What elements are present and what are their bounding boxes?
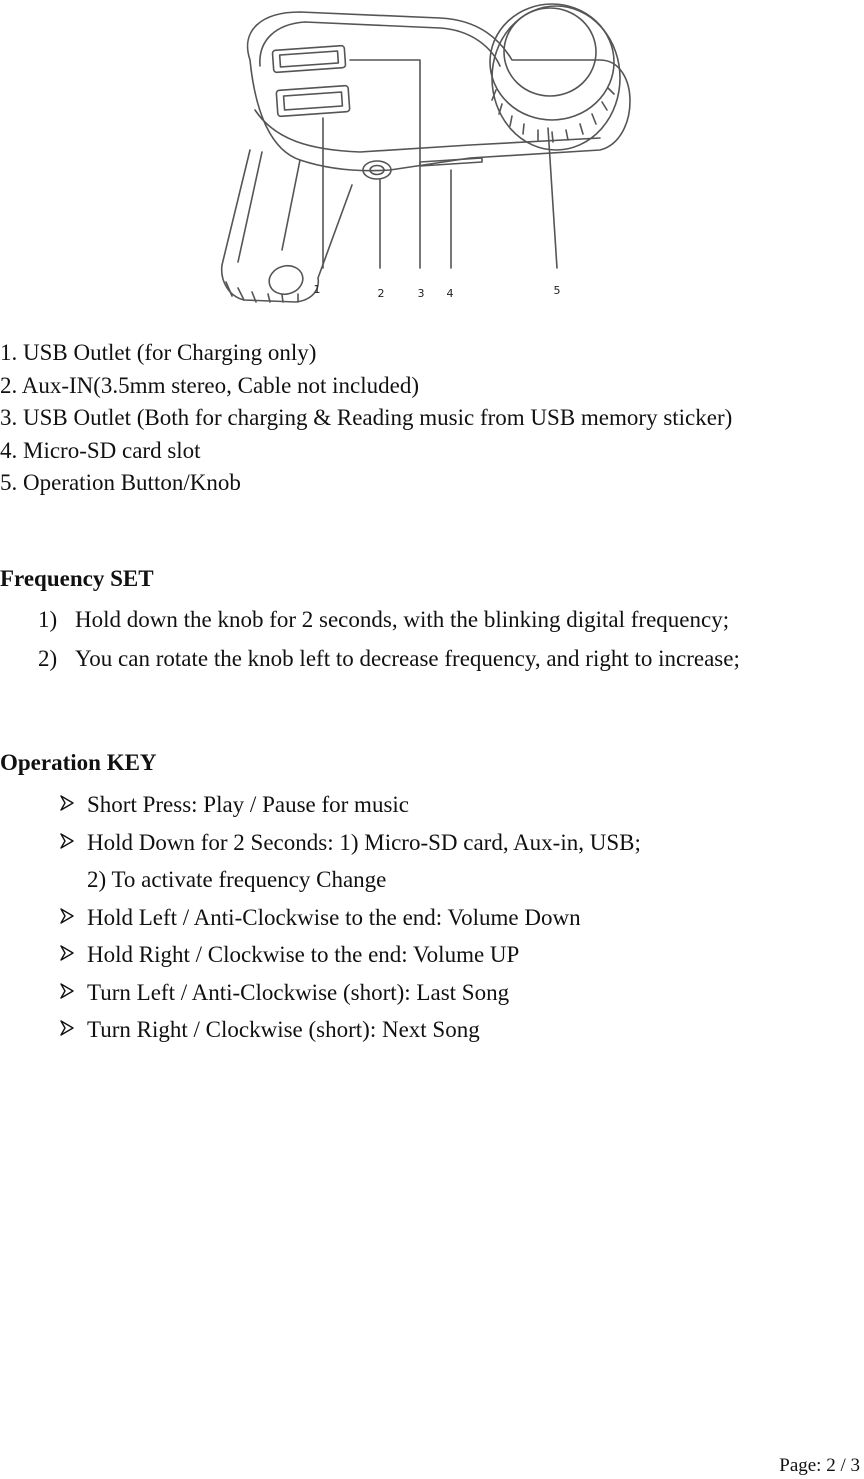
callout-2: 2 [377, 287, 385, 300]
usb-slot-bottom [276, 86, 350, 117]
operation-text: 2) To activate frequency Change [87, 867, 387, 892]
arrow-bullet-icon [60, 908, 74, 924]
device-diagram-svg [190, 0, 660, 310]
operation-text: Hold Down for 2 Seconds: 1) Micro-SD card, Aux-in, USB; [87, 829, 641, 855]
step-marker: 2) [38, 646, 58, 671]
part-item: 3. USB Outlet (Both for charging & Reading music from USB memory sticker) [0, 405, 733, 431]
callout-3: 3 [417, 287, 425, 300]
operation-item [60, 899, 641, 937]
device-diagram [190, 0, 660, 310]
callout-5: 5 [553, 284, 561, 297]
operation-item [60, 936, 641, 974]
frequency-steps [38, 600, 740, 678]
parts-list [0, 337, 732, 500]
arrow-bullet-icon [60, 983, 74, 999]
usb-slot-top [272, 46, 345, 73]
part-item: 4. Micro-SD card slot [0, 437, 201, 463]
arrow-bullet-icon [60, 1020, 74, 1036]
operation-text: Short Press: Play / Pause for music [87, 792, 409, 817]
operation-item [60, 786, 641, 824]
part-item: 2. Aux-IN(3.5mm stereo, Cable not included) [0, 372, 420, 398]
sd-slot [420, 158, 482, 166]
arrow-bullet-icon [60, 833, 74, 849]
callout-4: 4 [446, 287, 454, 300]
operation-text: Hold Right / Clockwise to the end: Volume UP [87, 942, 520, 967]
arrow-bullet-icon [60, 945, 74, 961]
step-text: Hold down the knob for 2 seconds, with the blinking digital frequency; [75, 607, 730, 632]
operation-item [60, 1011, 641, 1049]
step-marker: 1) [38, 607, 58, 632]
operation-list [60, 786, 641, 1049]
part-item: 1. USB Outlet (for Charging only) [0, 340, 317, 365]
page-number: Page: 2 / 3 [779, 1455, 860, 1476]
callout-1: 1 [313, 283, 321, 296]
operation-item [60, 974, 641, 1012]
part-item: 5. Operation Button/Knob [0, 470, 241, 496]
operation-text: Hold Left / Anti-Clockwise to the end: Volume Down [87, 904, 581, 930]
operation-text: Turn Left / Anti-Clockwise (short): Last Song [87, 979, 510, 1005]
operation-item [60, 824, 641, 862]
operation-item-continuation [60, 861, 641, 899]
frequency-heading: Frequency SET [0, 566, 154, 591]
step-text: You can rotate the knob left to decrease frequency, and right to increase; [75, 646, 740, 671]
frequency-step [38, 600, 740, 639]
frequency-step [38, 639, 740, 678]
arrow-bullet-icon [60, 795, 74, 811]
operation-heading: Operation KEY [0, 750, 157, 775]
operation-text: Turn Right / Clockwise (short): Next Song [87, 1017, 480, 1042]
